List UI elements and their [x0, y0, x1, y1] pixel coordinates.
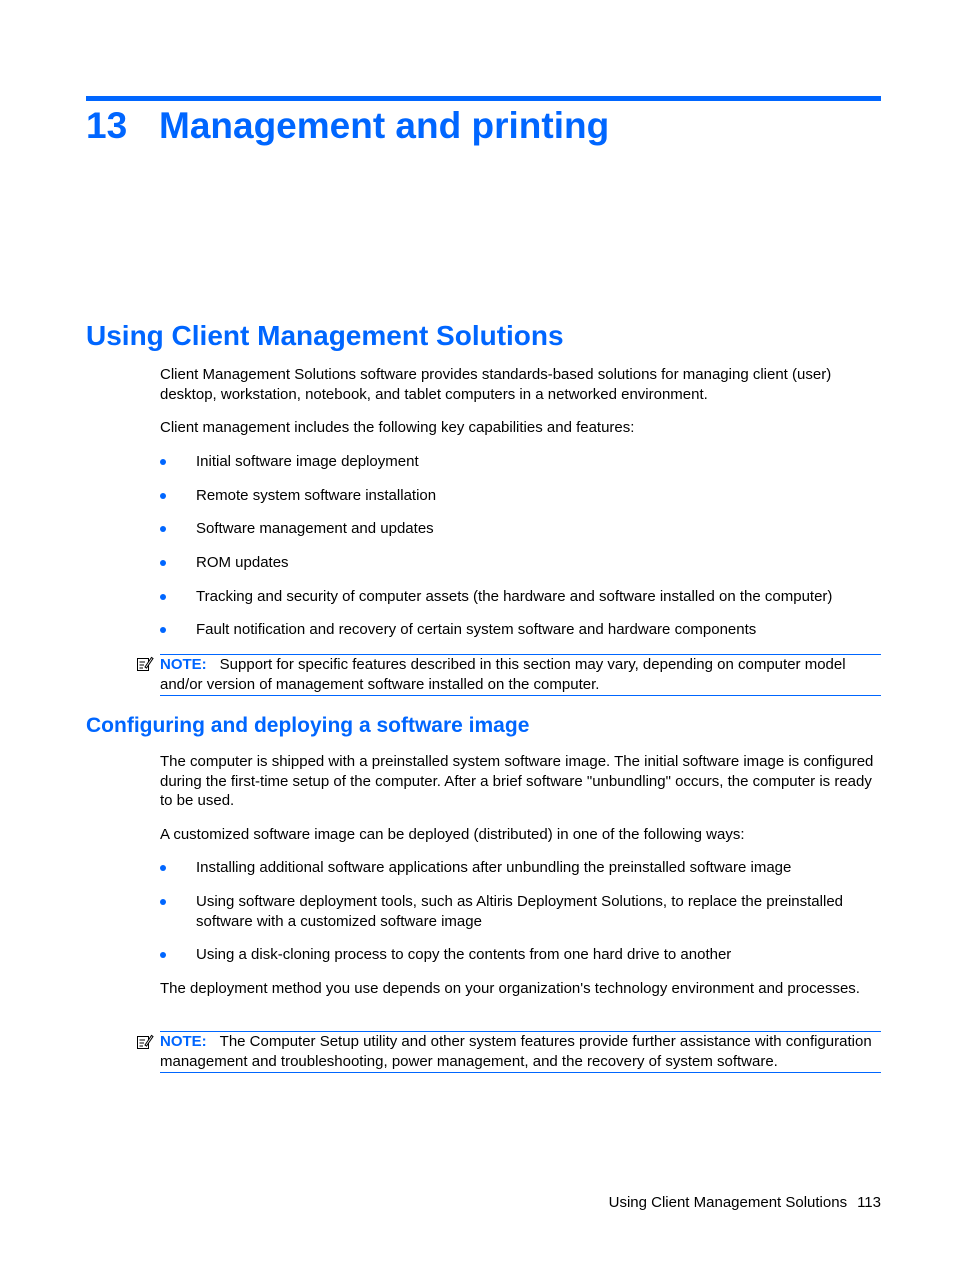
list-item-text: Initial software image deployment [196, 453, 419, 470]
bullet-icon [160, 560, 166, 566]
bullet-icon [160, 493, 166, 499]
paragraph: The deployment method you use depends on your organization's technology environment and processes. [160, 980, 860, 997]
bullet-icon [160, 627, 166, 633]
list-item [160, 892, 888, 931]
note-icon [136, 1033, 154, 1051]
bullet-icon [160, 594, 166, 600]
note-icon [136, 655, 154, 673]
list-item-text: Using a disk-cloning process to copy the contents from one hard drive to another [196, 946, 732, 963]
list-item-text: Installing additional software applications after unbundling the preinstalled software image [196, 859, 792, 876]
note-box [160, 1031, 881, 1073]
list-item [160, 945, 888, 965]
page-footer [609, 1193, 881, 1212]
note-text: The Computer Setup utility and other system features provide further assistance with configuration management and troubleshooting, power management, and the recovery of system software. [160, 1033, 872, 1070]
list-item-text: Software management and updates [196, 520, 434, 537]
list-item [160, 587, 888, 607]
chapter-title-text: Management and printing [159, 105, 610, 146]
bullet-icon [160, 526, 166, 532]
bullet-icon [160, 899, 166, 905]
list-item-text: Remote system software installation [196, 487, 437, 504]
list-item [160, 620, 888, 640]
list-item [160, 486, 888, 506]
list-item-text: Tracking and security of computer assets (the hardware and software installed on the computer) [196, 588, 833, 605]
bullet-icon [160, 459, 166, 465]
list-item [160, 553, 888, 573]
chapter-number: 13 [86, 105, 128, 146]
section-heading-client-management: Using Client Management Solutions [86, 320, 564, 351]
list-item-text: Using software deployment tools, such as Altiris Deployment Solutions, to replace the preinstalled software with a customized software image [196, 893, 843, 930]
list-item [160, 519, 888, 539]
list-item [160, 858, 888, 878]
paragraph: Client management includes the following key capabilities and features: [160, 419, 635, 436]
bullet-icon [160, 952, 166, 958]
paragraph: Client Management Solutions software provides standards-based solutions for managing client (user) desktop, workstation, notebook, and tablet computers in a networked environment. [160, 366, 832, 403]
bullet-icon [160, 865, 166, 871]
list-item-text: ROM updates [196, 554, 289, 571]
note-label: NOTE: [160, 1033, 207, 1050]
paragraph: A customized software image can be deployed (distributed) in one of the following ways: [160, 826, 745, 843]
section-heading-configuring: Configuring and deploying a software image [86, 714, 530, 737]
footer-section-title: Using Client Management Solutions [608, 1194, 848, 1211]
note-label: NOTE: [160, 656, 207, 673]
chapter-title [86, 101, 609, 151]
note-box [160, 654, 881, 696]
note-text: Support for specific features described in this section may vary, depending on computer model and/or version of management software installed on the computer. [160, 656, 846, 693]
page-number: 113 [857, 1194, 881, 1211]
list-item [160, 452, 888, 472]
paragraph: The computer is shipped with a preinstalled system software image. The initial software image is configured during the first-time setup of the computer. After a brief software "unbundling" occurs, the computer is ready to be used. [160, 753, 874, 809]
list-item-text: Fault notification and recovery of certain system software and hardware components [196, 621, 757, 638]
